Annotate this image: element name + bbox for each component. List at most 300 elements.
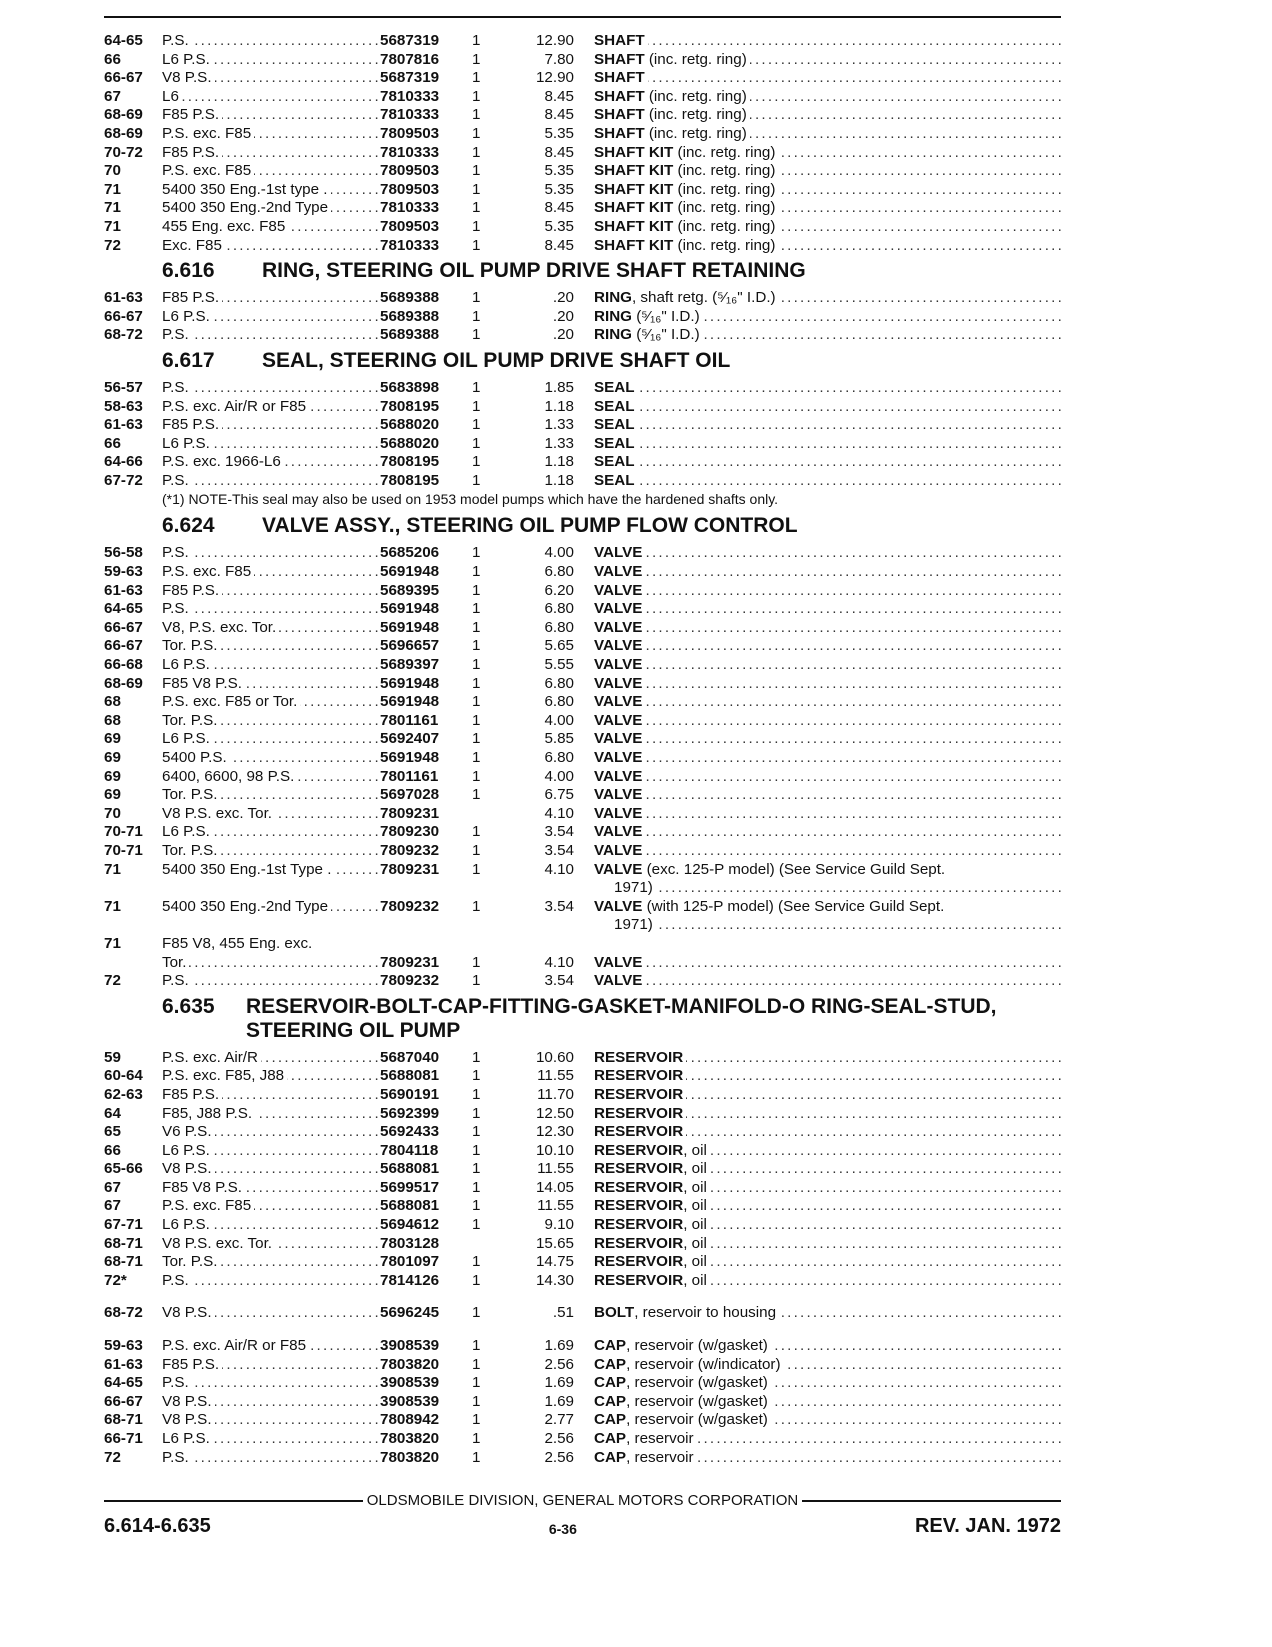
application-text: 455 Eng. exc. F85 <box>162 218 288 235</box>
model-year: 66 <box>104 50 121 68</box>
description-name: SHAFT <box>594 124 645 142</box>
description-name: RING <box>594 307 632 325</box>
row-spacer <box>104 1290 1061 1304</box>
table-row <box>104 749 1061 768</box>
description-name: VALVE <box>594 841 643 859</box>
price: 12.50 <box>535 1104 574 1122</box>
quantity: 1 <box>472 1048 481 1066</box>
application <box>162 379 380 398</box>
application-text: V6 P.S. <box>162 1123 215 1140</box>
description <box>594 1049 1061 1068</box>
part-number: 7810333 <box>380 236 440 254</box>
description <box>594 32 1061 51</box>
description-name: RESERVOIR <box>594 1197 684 1215</box>
part-number: 5699517 <box>380 1178 440 1196</box>
table-row <box>104 237 1061 256</box>
application-text: Tor. P.S. <box>162 842 220 859</box>
model-year: 69 <box>104 786 121 804</box>
description-name: RESERVOIR <box>594 1271 684 1289</box>
application-text: L6 P.S. <box>162 435 213 452</box>
model-year: 68-69 <box>104 106 143 124</box>
table-row <box>104 1304 1061 1323</box>
description <box>594 1216 1061 1235</box>
price: 11.55 <box>537 1197 574 1215</box>
quantity: 1 <box>472 1216 481 1234</box>
application <box>162 1067 380 1086</box>
description-text <box>594 1067 686 1084</box>
description-name: SHAFT KIT <box>594 217 674 235</box>
application-text: F85 V8 P.S. <box>162 675 245 692</box>
table-row <box>104 218 1061 237</box>
application-text: P.S. exc. Air/R or F85 <box>162 398 309 415</box>
application-text: P.S. exc. 1966-L6 <box>162 453 284 470</box>
model-year: 67-72 <box>104 471 143 489</box>
application <box>162 675 380 694</box>
part-number: 7809231 <box>380 860 440 878</box>
description <box>594 1197 1061 1216</box>
table-row <box>104 582 1061 601</box>
application-text: 5400 350 Eng.-2nd Type <box>162 199 331 216</box>
quantity: 1 <box>472 1271 481 1289</box>
quantity: 1 <box>472 953 481 971</box>
description-text <box>594 861 948 878</box>
description <box>594 544 1061 563</box>
application-text: L6 P.S. <box>162 1430 213 1447</box>
model-year: 61-63 <box>104 1355 143 1373</box>
price: 6.75 <box>544 786 574 804</box>
model-year: 61-63 <box>104 581 143 599</box>
description-detail: , shaft retg. (⁵⁄₁₆" I.D.) <box>631 289 776 307</box>
section-number: 6.616 <box>162 259 215 283</box>
description-text <box>594 1216 710 1233</box>
part-number: 7801097 <box>380 1253 440 1271</box>
price: 11.55 <box>537 1160 574 1178</box>
table-row <box>104 563 1061 582</box>
description-detail: (inc. retg. ring) <box>673 217 776 235</box>
price: 6.80 <box>544 674 574 692</box>
part-number: 7809231 <box>380 953 440 971</box>
part-number: 3908539 <box>380 1374 440 1392</box>
price: 5.65 <box>544 637 574 655</box>
section-number: 6.617 <box>162 348 215 372</box>
price: 2.56 <box>544 1448 574 1466</box>
model-year: 67 <box>104 1178 121 1196</box>
model-year: 64 <box>104 1104 121 1122</box>
quantity: 1 <box>472 1085 481 1103</box>
model-year: 64-65 <box>104 600 143 618</box>
footer-page-number: 6-36 <box>548 1521 577 1537</box>
model-year: 66 <box>104 1141 121 1159</box>
part-number: 5691948 <box>380 600 440 618</box>
model-year: 69 <box>104 767 121 785</box>
description-text <box>594 582 645 599</box>
description-name: CAP <box>594 1337 627 1355</box>
price: 12.90 <box>535 32 574 49</box>
description-name: RING <box>594 289 632 307</box>
application <box>162 842 380 861</box>
application-text: F85 P.S. <box>162 582 222 599</box>
section-title: VALVE ASSY., STEERING OIL PUMP FLOW CONTROL <box>262 514 798 538</box>
description-name: VALVE <box>594 804 643 822</box>
quantity: 1 <box>472 711 481 729</box>
model-year: 66-67 <box>104 1392 143 1410</box>
description <box>594 675 1061 694</box>
price: 11.55 <box>537 1067 574 1085</box>
model-year: 66-67 <box>104 637 143 655</box>
quantity: 1 <box>472 544 481 562</box>
price: .51 <box>552 1304 574 1322</box>
table-row <box>104 1393 1061 1412</box>
part-number: 7810333 <box>380 106 440 124</box>
application-text: L6 P.S. <box>162 1216 213 1233</box>
part-number: 7809232 <box>380 897 440 915</box>
footer-section-range: 6.614-6.635 <box>104 1515 211 1537</box>
price: 2.77 <box>544 1411 574 1429</box>
description-name: RESERVOIR <box>594 1067 684 1085</box>
application-text: Tor. P.S. <box>162 1253 220 1270</box>
part-number: 5697028 <box>380 786 440 804</box>
description-detail: , reservoir (w/gasket) <box>626 1411 768 1429</box>
application-text: L6 P.S. <box>162 730 213 747</box>
description-name: RESERVOIR <box>594 1178 684 1196</box>
model-year: 68-69 <box>104 124 143 142</box>
description <box>594 125 1061 144</box>
part-number: 5694612 <box>380 1216 440 1234</box>
quantity: 1 <box>472 50 481 68</box>
model-year: 69 <box>104 749 121 766</box>
description <box>594 1142 1061 1161</box>
application-text: V8 P.S. <box>162 1411 215 1428</box>
price: 8.45 <box>544 143 574 161</box>
description <box>594 1411 1061 1430</box>
quantity: 1 <box>472 217 481 235</box>
part-number: 5696245 <box>380 1304 440 1322</box>
section-header <box>104 514 1061 538</box>
description-detail: , oil <box>683 1160 707 1178</box>
description-text <box>594 1356 784 1373</box>
model-year: 71 <box>104 860 121 878</box>
price: 6.80 <box>544 563 574 581</box>
part-number: 5691948 <box>380 674 440 692</box>
description-name: SHAFT KIT <box>594 236 674 254</box>
table-row <box>104 398 1061 417</box>
description <box>594 308 1061 327</box>
table-row <box>104 805 1061 824</box>
price: 3.54 <box>544 972 574 990</box>
page-footer <box>104 1492 1061 1538</box>
application-text: F85 V8 P.S. <box>162 1179 245 1196</box>
description <box>594 749 1061 768</box>
description <box>594 218 1061 237</box>
application-text: L6 P.S. <box>162 823 213 840</box>
description-name: RESERVOIR <box>594 1160 684 1178</box>
description-text <box>594 162 778 179</box>
description-name: VALVE <box>594 730 643 748</box>
model-year: 61-63 <box>104 289 143 307</box>
price: 1.18 <box>544 471 574 489</box>
application-text: F85, J88 P.S. <box>162 1105 255 1122</box>
description-text <box>594 398 638 415</box>
application <box>162 1374 380 1393</box>
application-text: P.S. exc. Air/R or F85 <box>162 1337 309 1354</box>
application-text: P.S. <box>162 544 192 561</box>
description-text <box>594 600 645 617</box>
footer-rule-right <box>802 1500 1061 1502</box>
application-text: L6 <box>162 88 182 105</box>
section-title: SEAL, STEERING OIL PUMP DRIVE SHAFT OIL <box>262 348 731 372</box>
part-number: 7803820 <box>380 1430 440 1447</box>
price: 5.35 <box>544 124 574 142</box>
table-row <box>104 730 1061 749</box>
description-continued: 1971) <box>594 879 656 898</box>
table-row <box>104 1272 1061 1291</box>
description <box>594 582 1061 601</box>
description-detail: (inc. retg. ring) <box>673 180 776 198</box>
description-text <box>594 898 947 915</box>
table-row <box>104 935 1061 954</box>
description-text <box>594 563 645 580</box>
price: 1.18 <box>544 453 574 471</box>
description-text <box>594 1179 710 1196</box>
part-number: 7809503 <box>380 124 440 142</box>
model-year: 68-69 <box>104 674 143 692</box>
description-detail: , oil <box>683 1141 707 1159</box>
application <box>162 972 380 991</box>
description-text <box>594 199 778 216</box>
part-number: 7810333 <box>380 199 440 217</box>
description-text <box>594 637 645 654</box>
part-number: 5687319 <box>380 69 440 87</box>
description-name: VALVE <box>594 953 643 971</box>
application <box>162 1142 380 1161</box>
part-number: 7803820 <box>380 1448 440 1466</box>
table-row <box>104 289 1061 308</box>
quantity: 1 <box>472 1392 481 1410</box>
description <box>594 199 1061 218</box>
description <box>594 88 1061 107</box>
description-name: VALVE <box>594 544 643 562</box>
description-name: SEAL <box>594 453 635 471</box>
section-header <box>104 259 1061 283</box>
description <box>594 898 1061 935</box>
application <box>162 1430 380 1449</box>
description-text <box>594 51 750 68</box>
description-text <box>594 675 645 692</box>
quantity: 1 <box>472 1374 481 1392</box>
table-row <box>104 1123 1061 1142</box>
price: 1.69 <box>544 1374 574 1392</box>
description-text <box>594 823 645 840</box>
application-text: P.S. <box>162 326 192 343</box>
model-year: 66-67 <box>104 307 143 325</box>
model-year: 66-67 <box>104 69 143 87</box>
model-year: 71 <box>104 199 121 217</box>
application-text: P.S. exc. Air/R <box>162 1049 261 1066</box>
table-row <box>104 1197 1061 1216</box>
description-detail: , reservoir <box>626 1430 694 1447</box>
footer-rule-left <box>104 1500 363 1502</box>
description-detail: , oil <box>683 1197 707 1215</box>
description-detail: (inc. retg. ring) <box>673 199 776 217</box>
description <box>594 416 1061 435</box>
application <box>162 861 380 880</box>
part-number: 7803128 <box>380 1234 440 1252</box>
description-name: RESERVOIR <box>594 1048 684 1066</box>
description-detail: (⁵⁄₁₆" I.D.) <box>631 326 700 344</box>
description-name: SHAFT <box>594 50 645 68</box>
part-number: 5688081 <box>380 1197 440 1215</box>
application <box>162 69 380 88</box>
price: 8.45 <box>544 87 574 105</box>
application <box>162 162 380 181</box>
part-number: 5692399 <box>380 1104 440 1122</box>
table-row <box>104 435 1061 454</box>
description-text <box>594 768 645 785</box>
description <box>594 805 1061 824</box>
description <box>594 1449 1061 1468</box>
price: 3.54 <box>544 823 574 841</box>
description-name: SHAFT <box>594 106 645 124</box>
description-detail: , oil <box>683 1178 707 1196</box>
part-number: 5692407 <box>380 730 440 748</box>
table-row <box>104 1105 1061 1124</box>
application-text: 5400 350 Eng.-1st type . <box>162 181 331 198</box>
application <box>162 1235 380 1254</box>
application <box>162 218 380 237</box>
price: 12.90 <box>535 69 574 87</box>
part-number: 7804118 <box>380 1141 439 1159</box>
description-name: SHAFT <box>594 32 645 49</box>
description-text <box>594 88 750 105</box>
price: 3.54 <box>544 897 574 915</box>
section-number: 6.635 <box>162 994 215 1018</box>
model-year: 70 <box>104 162 121 180</box>
price: 1.85 <box>544 378 574 396</box>
quantity: 1 <box>472 326 481 344</box>
application-text: P.S. exc. F85 <box>162 563 254 580</box>
part-number: 7803820 <box>380 1355 440 1373</box>
model-year: 72 <box>104 236 121 254</box>
model-year: 56-57 <box>104 378 143 396</box>
model-year: 66-67 <box>104 618 143 636</box>
model-year: 69 <box>104 730 121 748</box>
part-number: 5688020 <box>380 416 440 434</box>
description-text <box>594 1449 697 1466</box>
part-number: 5689395 <box>380 581 440 599</box>
description-text <box>594 237 778 254</box>
price: 5.55 <box>544 656 574 674</box>
quantity: 1 <box>472 897 481 915</box>
quantity: 1 <box>472 32 481 49</box>
application <box>162 656 380 675</box>
description-name: SEAL <box>594 416 635 434</box>
description-name: VALVE <box>594 823 643 841</box>
price: 2.56 <box>544 1430 574 1447</box>
description-text <box>594 842 645 859</box>
price: 5.35 <box>544 217 574 235</box>
quantity: 1 <box>472 600 481 618</box>
description-name: CAP <box>594 1355 627 1373</box>
description <box>594 1105 1061 1124</box>
quantity: 1 <box>472 1337 481 1355</box>
quantity: 1 <box>472 236 481 254</box>
price: .20 <box>552 326 574 344</box>
table-row <box>104 1411 1061 1430</box>
description-text <box>594 749 645 766</box>
application <box>162 88 380 107</box>
application <box>162 1160 380 1179</box>
description <box>594 1086 1061 1105</box>
table-row <box>104 1086 1061 1105</box>
part-number: 5692433 <box>380 1123 440 1141</box>
application-text: F85 V8, 455 Eng. exc. <box>162 935 315 952</box>
description-name: VALVE <box>594 749 643 766</box>
application <box>162 125 380 144</box>
table-row <box>104 861 1061 898</box>
section-number: 6.624 <box>162 514 215 538</box>
model-year: 67-71 <box>104 1216 143 1234</box>
description-name: VALVE <box>594 581 643 599</box>
description-detail: (⁵⁄₁₆" I.D.) <box>631 307 700 325</box>
model-year: 65 <box>104 1123 121 1141</box>
description <box>594 954 1061 973</box>
description-text <box>594 289 779 306</box>
description-name: RESERVOIR <box>594 1104 684 1122</box>
application <box>162 1105 380 1124</box>
description-name: VALVE <box>594 767 643 785</box>
application <box>162 563 380 582</box>
description-name: SHAFT KIT <box>594 143 674 161</box>
description <box>594 472 1061 491</box>
application <box>162 51 380 70</box>
description-detail: , reservoir (w/gasket) <box>626 1392 768 1410</box>
description-name: CAP <box>594 1392 627 1410</box>
table-row <box>104 898 1061 935</box>
price: 6.20 <box>544 581 574 599</box>
table-row <box>104 954 1061 973</box>
application-text: 5400 P.S. <box>162 749 230 766</box>
application-text: 5400 350 Eng.-2nd Type <box>162 898 331 915</box>
application <box>162 416 380 435</box>
model-year: 70-72 <box>104 143 143 161</box>
application <box>162 730 380 749</box>
description-text <box>594 693 645 710</box>
description-text <box>594 1235 710 1252</box>
application-text: V8 P.S. <box>162 1304 215 1321</box>
description-text <box>594 544 645 561</box>
description-name: SHAFT <box>594 69 645 87</box>
application <box>162 712 380 731</box>
quantity: 1 <box>472 693 481 711</box>
description <box>594 1337 1061 1356</box>
part-number: 5683898 <box>380 378 440 396</box>
part-number: 5689388 <box>380 326 440 344</box>
application-text: P.S. exc. F85 or Tor. <box>162 693 300 710</box>
quantity: 1 <box>472 841 481 859</box>
part-number: 5687040 <box>380 1048 440 1066</box>
table-row <box>104 416 1061 435</box>
description <box>594 1393 1061 1412</box>
application-text: 6400, 6600, 98 P.S. <box>162 768 297 785</box>
section-header <box>104 349 1061 373</box>
table-row <box>104 544 1061 563</box>
application-text: V8, P.S. exc. Tor. <box>162 619 279 636</box>
price: 14.75 <box>535 1253 574 1271</box>
description-name: SHAFT <box>594 87 645 105</box>
table-row <box>104 1374 1061 1393</box>
price: 4.00 <box>544 544 574 562</box>
application-text: P.S. <box>162 1272 192 1289</box>
